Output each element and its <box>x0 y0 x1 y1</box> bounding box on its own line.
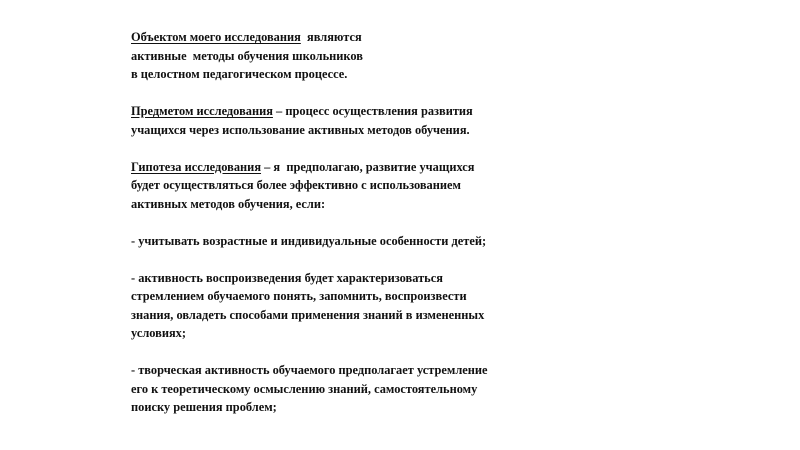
hypothesis-line-3: активных методов обучения, если: <box>131 196 326 211</box>
object-line-3: в целостном педагогическом процессе. <box>131 67 348 81</box>
slide-text-body <box>131 28 691 435</box>
subject-line-2: учащихся через использование активных методов обучения. <box>131 122 470 137</box>
subject-line-1-text: – процесс осуществления развития <box>272 104 473 118</box>
condition-2-line-4: условиях; <box>131 326 187 340</box>
condition-2-line-1: - активность воспроизведения будет характеризоваться <box>131 270 443 285</box>
condition-2-line-3: знания, овладеть способами применения знаний в измененных <box>131 307 485 322</box>
condition-reproduction-paragraph <box>131 269 691 343</box>
condition-3-line-3: поиску решения проблем; <box>131 400 277 414</box>
condition-age-paragraph <box>131 232 691 251</box>
condition-2-line-2: стремлением обучаемого понять, запомнить, воспроизвести <box>131 289 467 303</box>
hypothesis-line-1 <box>131 158 691 177</box>
condition-3-line-1: - творческая активность обучаемого предполагает устремление <box>131 363 488 377</box>
object-line-1 <box>131 28 691 47</box>
subject-line-1 <box>131 102 691 121</box>
subject-paragraph <box>131 102 691 139</box>
object-line-2: активные методы обучения школьников <box>131 48 363 63</box>
condition-1-line-1: - учитывать возрастные и индивидуальные особенности детей; <box>131 233 487 248</box>
hypothesis-paragraph <box>131 158 691 214</box>
object-paragraph <box>131 28 691 84</box>
object-label: Объектом моего исследования <box>131 30 301 44</box>
hypothesis-line-2: будет осуществляться более эффективно с использованием <box>131 178 461 192</box>
condition-creative-paragraph <box>131 361 691 417</box>
hypothesis-label: Гипотеза исследования <box>131 159 262 174</box>
hypothesis-line-1-text: – я предполагаю, развитие учащихся <box>261 159 475 174</box>
object-line-1-text: являются <box>300 30 362 44</box>
condition-3-line-2: его к теоретическому осмыслению знаний, самостоятельному <box>131 381 478 396</box>
subject-label: Предметом исследования <box>131 104 273 118</box>
